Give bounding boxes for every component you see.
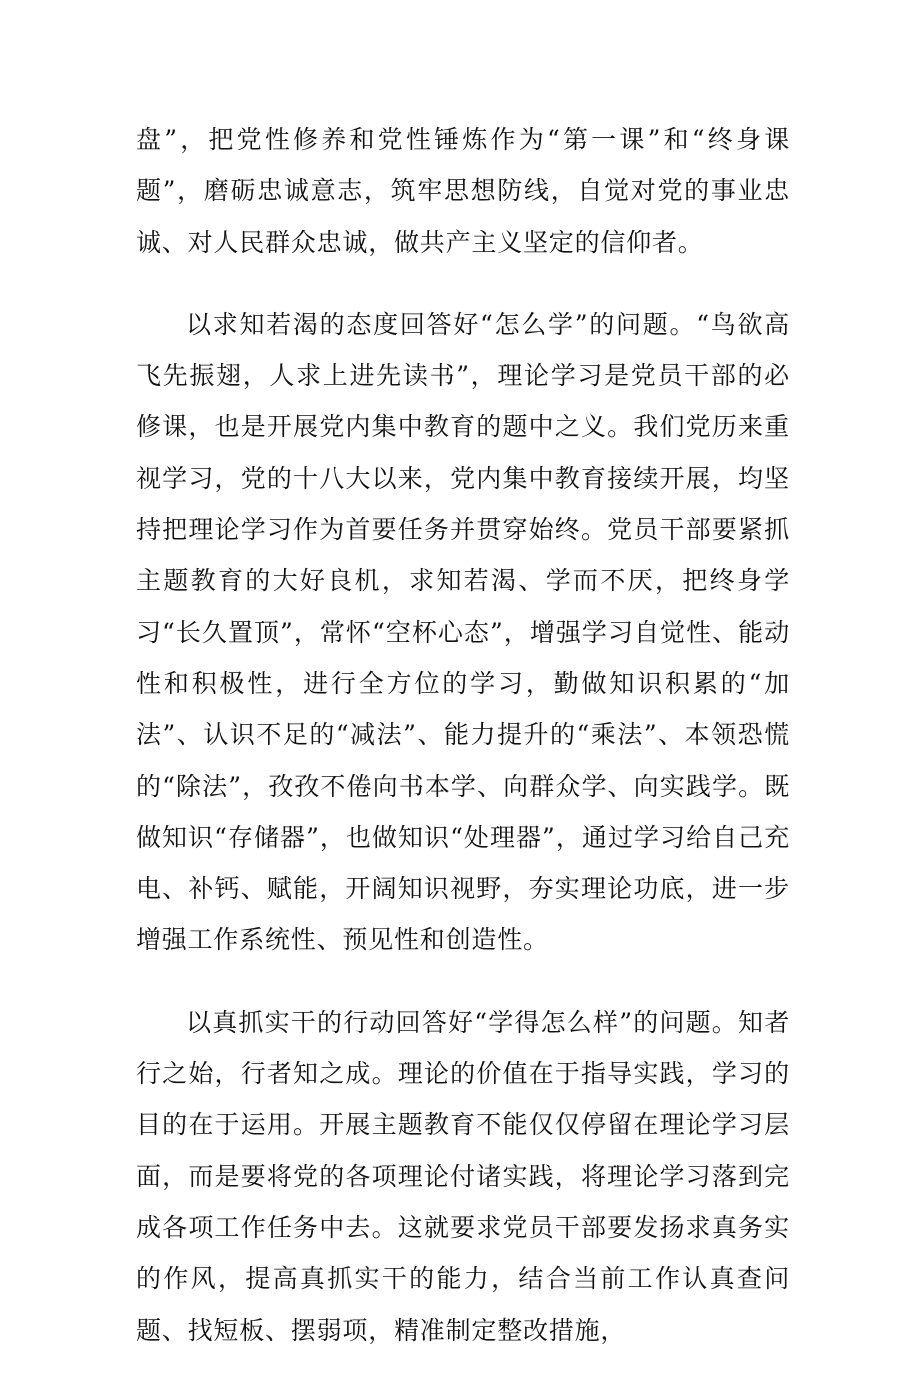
paragraph-continuation: 盘”，把党性修养和党性锤炼作为“第一课”和“终身课题”，磨砺忠诚意志，筑牢思想防线，自觉对党的事业忠诚、对人民群众忠诚，做共产主义坚定的信仰者。: [136, 125, 790, 257]
paragraph-learning-results: 以真抓实干的行动回答好“学得怎么样”的问题。知者行之始，行者知之成。理论的价值在于指导实践，学习的目的在于运用。开展主题教育不能仅仅停留在理论学习层面，而是要将党的各项理论付诸实践，将理论学习落到完成各项工作任务中去。这就要求党员干部要发扬求真务实的作风，提高真抓实干的能力，结合当前工作认真查问题、找短板、摆弱项，精准制定整改措施，: [136, 1007, 790, 1345]
document-body: [136, 114, 790, 1387]
paragraph-how-to-learn: 以求知若渴的态度回答好“怎么学”的问题。“鸟欲高飞先振翅，人求上进先读书”，理论学习是党员干部的必修课，也是开展党内集中教育的题中之义。我们党历来重视学习，党的十八大以来，党内集中教育接续开展，均坚持把理论学习作为首要任务并贯穿始终。党员干部要紧抓主题教育的大好良机，求知若渴、学而不厌，把终身学习“长久置顶”，常怀“空杯心态”，增强学习自觉性、能动性和积极性，进行全方位的学习，勤做知识积累的“加法”、认识不足的“减法”、能力提升的“乘法”、本领恐慌的“除法”，孜孜不倦向书本学、向群众学、向实践学。既做知识“存储器”，也做知识“处理器”，通过学习给自己充电、补钙、赋能，开阔知识视野，夯实理论功底，进一步增强工作系统性、预见性和创造性。: [136, 309, 790, 955]
